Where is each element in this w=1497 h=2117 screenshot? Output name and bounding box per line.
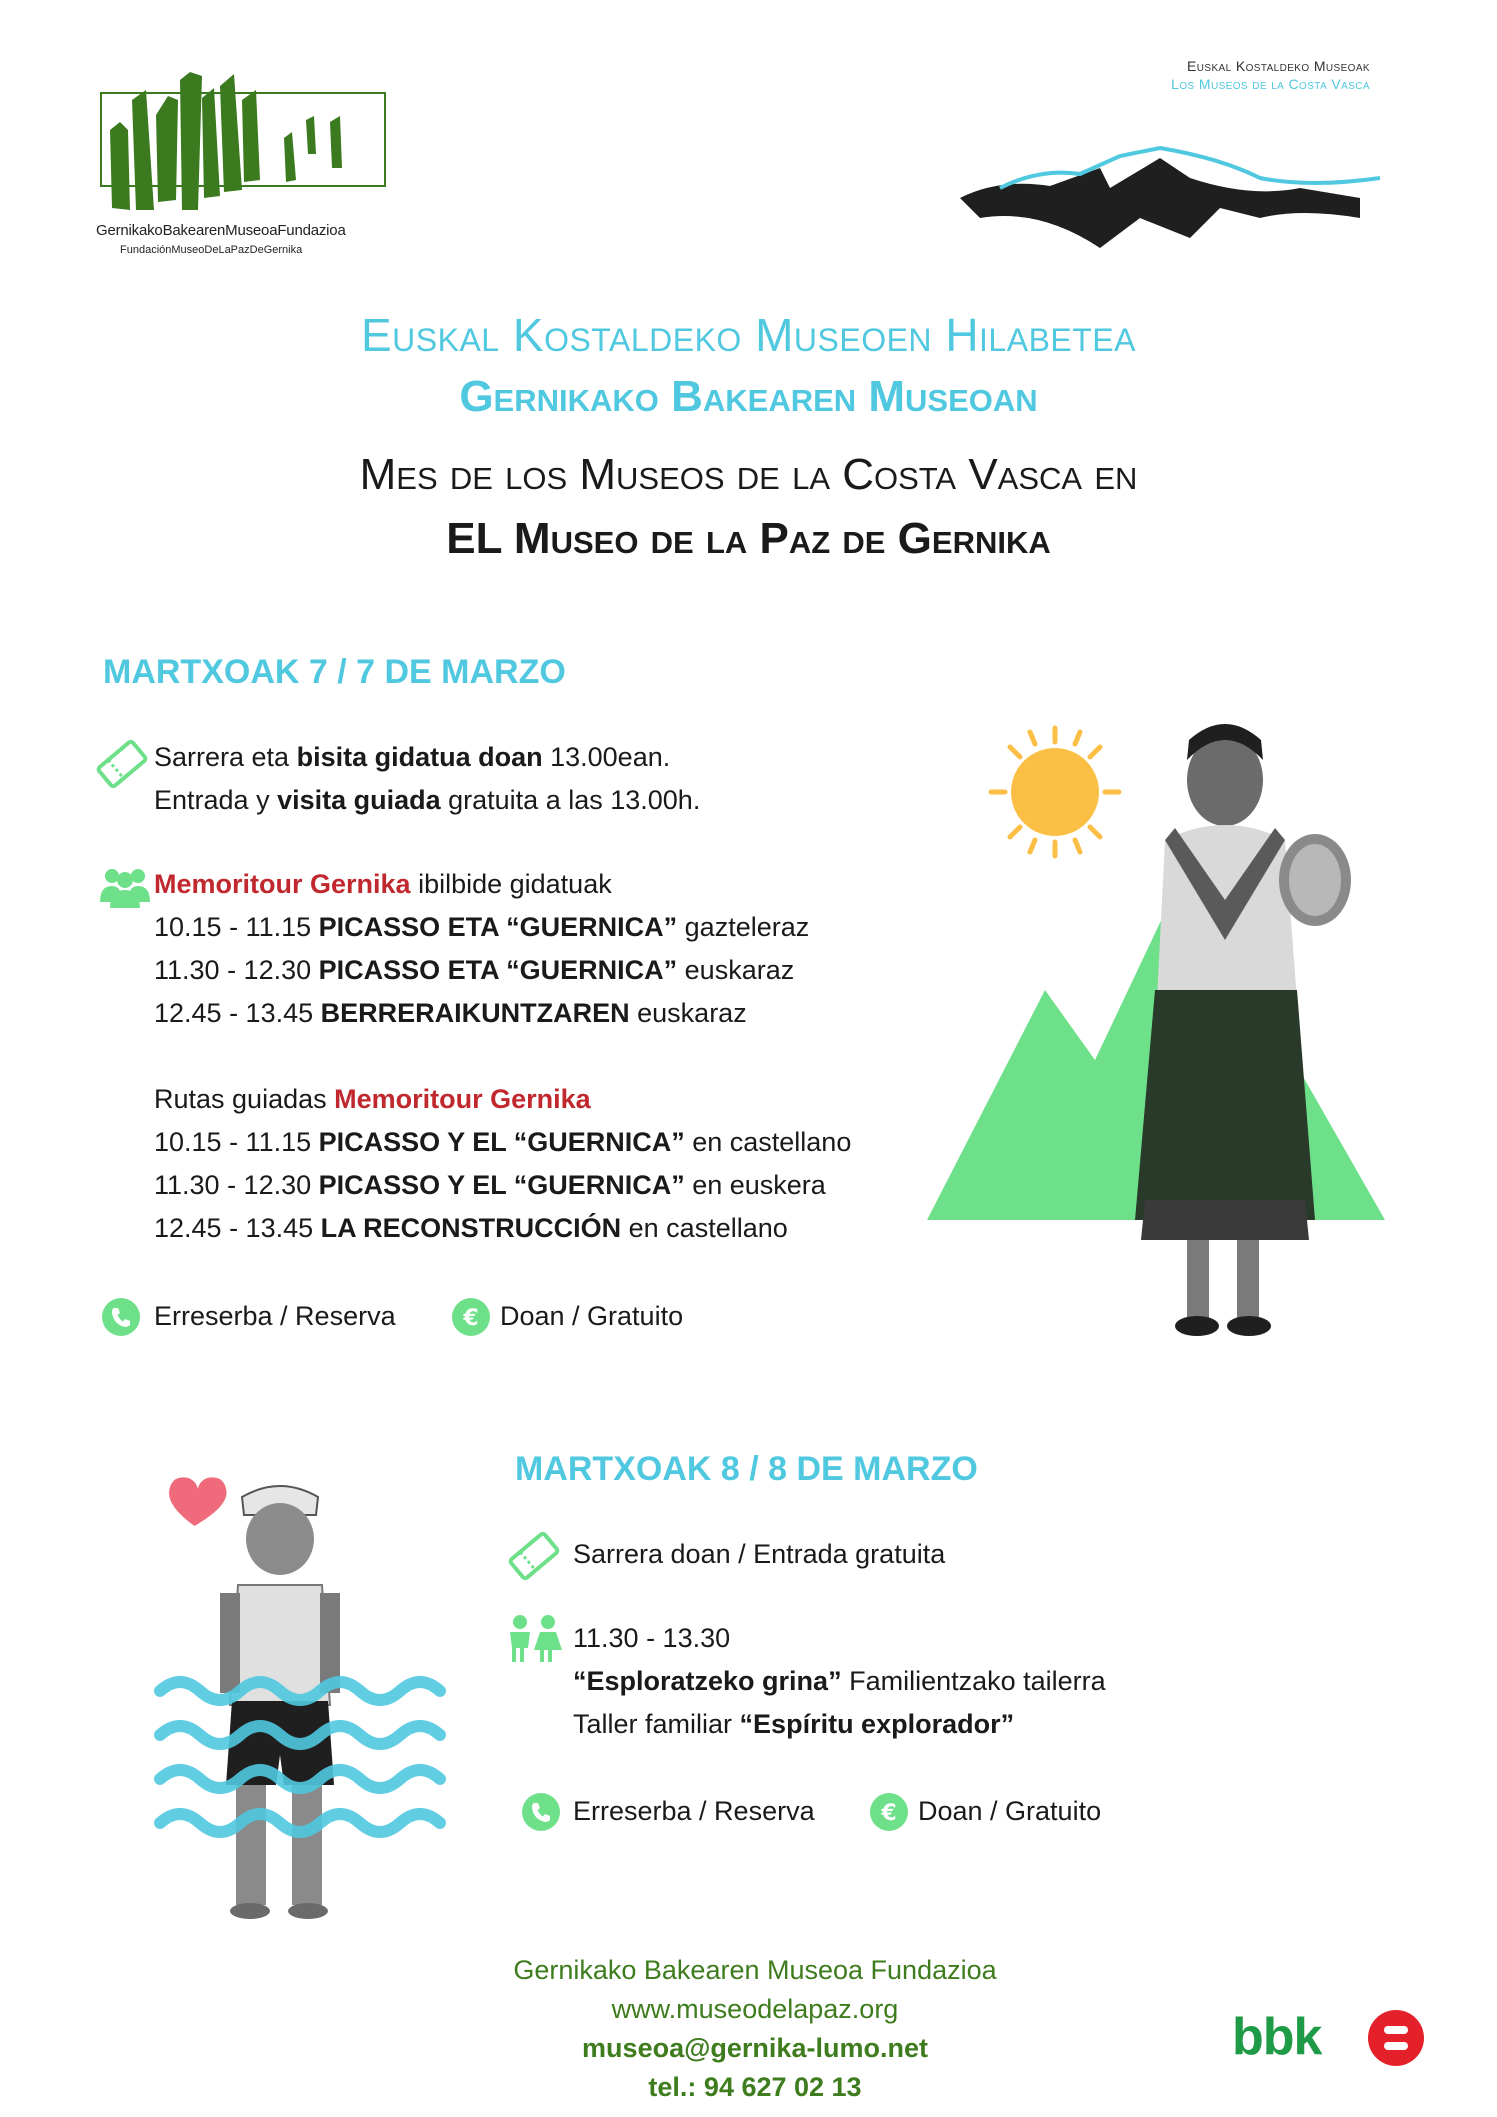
svg-text:€: € bbox=[881, 1801, 897, 1826]
day1-tour-es-2: 11.30 - 12.30 PICASSO Y EL “GUERNICA” en euskera bbox=[154, 1170, 826, 1200]
coast-wave-icon bbox=[960, 138, 1400, 258]
museum-logo bbox=[96, 60, 396, 256]
day2-workshop-es: Taller familiar “Espíritu explorador” bbox=[573, 1709, 1015, 1739]
bbk-wordmark: bbk bbox=[1232, 2008, 1322, 2066]
title-es-line2: EL Museo de la Paz de Gernika bbox=[446, 514, 1051, 563]
day1-tour-eu-1: 10.15 - 11.15 PICASSO ETA “GUERNICA” gazteleraz bbox=[154, 912, 810, 942]
euro-icon bbox=[452, 1298, 490, 1336]
woman-mountain-illustration bbox=[925, 700, 1405, 1360]
euro-icon bbox=[870, 1793, 908, 1831]
svg-text:€: € bbox=[463, 1306, 479, 1331]
title-eu-line1: Euskal Kostaldeko Museoen Hilabetea bbox=[360, 309, 1136, 361]
day1-tour-eu-3: 12.45 - 13.45 BERRERAIKUNTZAREN euskaraz bbox=[154, 998, 747, 1028]
group-icon bbox=[98, 864, 152, 908]
day1-free: Doan / Gratuito bbox=[500, 1301, 684, 1331]
day1-tours-es-title: Rutas guiadas Memoritour Gernika bbox=[154, 1084, 591, 1114]
title-es-line1: Mes de los Museos de la Costa Vasca en bbox=[359, 450, 1138, 499]
child-waves-illustration bbox=[150, 1455, 450, 1935]
kids-icon bbox=[506, 1614, 562, 1664]
footer-web[interactable]: www.museodelapaz.org bbox=[611, 1994, 899, 2024]
heart-icon bbox=[169, 1477, 226, 1526]
title-eu-line2: Gernikako Bakearen Museoan bbox=[459, 372, 1038, 421]
phone-icon bbox=[102, 1298, 140, 1336]
footer-email[interactable]: museoa@gernika-lumo.net bbox=[582, 2033, 928, 2063]
coast-logo-text-eu: Euskal Kostaldeko Museoak bbox=[1187, 58, 1370, 74]
coast-logo-text-es: Los Museos de la Costa Vasca bbox=[1171, 76, 1370, 92]
day1-entry-eu: Sarrera eta bisita gidatua doan 13.00ean. bbox=[154, 742, 671, 772]
bbk-symbol-icon bbox=[1366, 2008, 1426, 2068]
day2-reserve: Erreserba / Reserva bbox=[573, 1796, 815, 1826]
sun-icon bbox=[991, 728, 1119, 856]
bbk-logo bbox=[1232, 2008, 1432, 2070]
day2-entry: Sarrera doan / Entrada gratuita bbox=[573, 1539, 946, 1569]
day1-tours-eu-title: Memoritour Gernika ibilbide gidatuak bbox=[154, 869, 612, 899]
day1-tour-es-1: 10.15 - 11.15 PICASSO Y EL “GUERNICA” en castellano bbox=[154, 1127, 852, 1157]
logo-brush-icon bbox=[106, 60, 376, 210]
ticket-icon bbox=[96, 738, 148, 790]
footer-org: Gernikako Bakearen Museoa Fundazioa bbox=[513, 1955, 997, 1985]
footer-tel: tel.: 94 627 02 13 bbox=[648, 2072, 862, 2102]
day1-tour-eu-2: 11.30 - 12.30 PICASSO ETA “GUERNICA” euskaraz bbox=[154, 955, 795, 985]
logo-text-eu: GernikakoBakearenMuseoaFundazioa bbox=[96, 222, 346, 239]
day1-entry-es: Entrada y visita guiada gratuita a las 13.00h. bbox=[154, 785, 701, 815]
day1-reserve: Erreserba / Reserva bbox=[154, 1301, 396, 1331]
logo-text-es: FundaciónMuseoDeLaPazDeGernika bbox=[120, 244, 303, 256]
day1-tour-es-3: 12.45 - 13.45 LA RECONSTRUCCIÓN en castellano bbox=[154, 1213, 788, 1243]
coast-museums-logo bbox=[960, 58, 1400, 258]
day1-heading: MARTXOAK 7 / 7 DE MARZO bbox=[103, 653, 566, 691]
day2-workshop-time: 11.30 - 13.30 bbox=[573, 1623, 731, 1653]
day2-free: Doan / Gratuito bbox=[918, 1796, 1102, 1826]
ticket-icon bbox=[508, 1530, 560, 1582]
phone-icon bbox=[522, 1793, 560, 1831]
day2-heading: MARTXOAK 8 / 8 DE MARZO bbox=[515, 1450, 978, 1488]
day2-workshop-eu: “Esploratzeko grina” Familientzako tailerra bbox=[573, 1666, 1106, 1696]
